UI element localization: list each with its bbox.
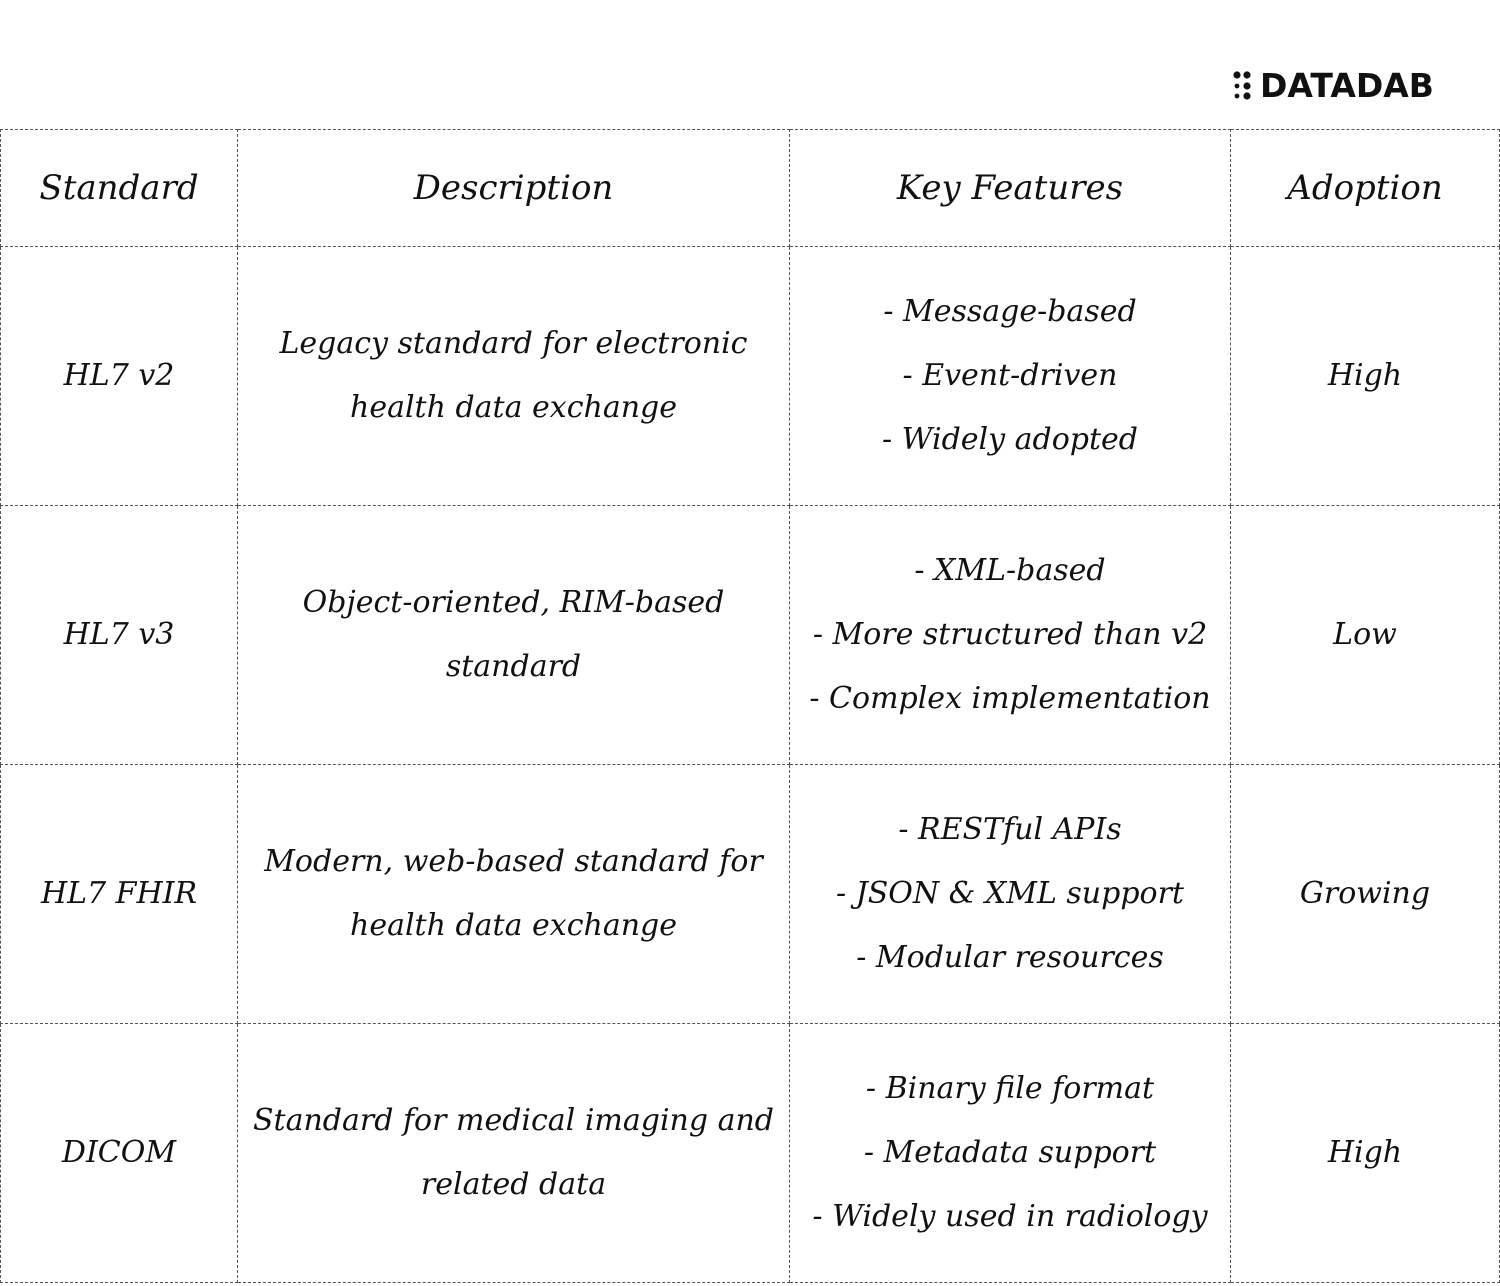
feature-item: - Widely adopted	[882, 422, 1138, 457]
feature-item: - More structured than v2	[812, 617, 1208, 652]
feature-item: - Metadata support	[863, 1135, 1157, 1170]
cell-standard: HL7 v3	[1, 506, 238, 765]
feature-item: - Message-based	[883, 294, 1137, 329]
header-adoption: Adoption	[1231, 130, 1500, 247]
cell-standard: DICOM	[1, 1024, 238, 1283]
feature-item: - XML-based	[914, 553, 1106, 588]
cell-features	[790, 765, 1231, 1024]
cell-standard: HL7 v2	[1, 247, 238, 506]
feature-item: - Complex implementation	[809, 681, 1211, 716]
cell-features	[790, 247, 1231, 506]
header-key-features: Key Features	[790, 130, 1231, 247]
cell-adoption: High	[1231, 247, 1500, 506]
feature-item: - RESTful APIs	[898, 812, 1122, 847]
header-description: Description	[238, 130, 790, 247]
table-row	[1, 765, 1500, 1024]
cell-standard: HL7 FHIR	[1, 765, 238, 1024]
standards-table	[0, 129, 1500, 1283]
cell-description: Legacy standard for electronic health data exchange	[238, 247, 790, 506]
brand-name: DATADAB	[1260, 66, 1434, 105]
cell-features	[790, 506, 1231, 765]
table-row	[1, 1024, 1500, 1283]
logo-dots-icon	[1232, 70, 1254, 102]
table-row	[1, 247, 1500, 506]
cell-description: Object-oriented, RIM-based standard	[238, 506, 790, 765]
cell-description: Standard for medical imaging and related data	[238, 1024, 790, 1283]
brand-logo	[1232, 66, 1434, 106]
table-row	[1, 506, 1500, 765]
feature-item: - Event-driven	[902, 358, 1118, 393]
header-row	[1, 130, 1500, 247]
feature-item: - Binary file format	[865, 1071, 1155, 1106]
feature-item: - Widely used in radiology	[812, 1199, 1208, 1234]
feature-item: - Modular resources	[856, 940, 1164, 975]
feature-item: - JSON & XML support	[836, 876, 1184, 911]
cell-adoption: Growing	[1231, 765, 1500, 1024]
cell-adoption: High	[1231, 1024, 1500, 1283]
cell-features	[790, 1024, 1231, 1283]
cell-description: Modern, web-based standard for health data exchange	[238, 765, 790, 1024]
header-standard: Standard	[1, 130, 238, 247]
cell-adoption: Low	[1231, 506, 1500, 765]
